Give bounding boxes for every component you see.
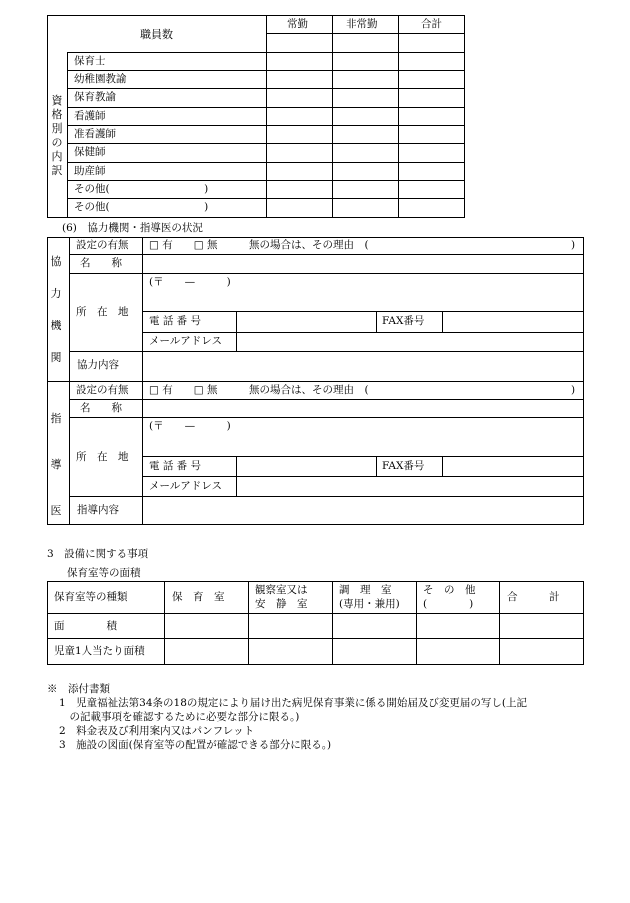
setting-close-2: ): [571, 384, 576, 396]
shidoi-side-label: 指 導 医: [50, 412, 62, 517]
setting-close-1: ): [571, 239, 576, 251]
attachment-item-2: 2 料金表及び利用案内又はパンフレット: [59, 725, 255, 737]
email-label-1: メールアドレス: [149, 335, 222, 347]
content-label-2: 指導内容: [77, 504, 119, 516]
phone-label-2: 電 話 番 号: [149, 460, 202, 472]
attachments-title: ※ 添付書類: [47, 683, 110, 695]
content-label-1: 協力内容: [77, 359, 119, 371]
row-jun-kangoshi: 准看護師: [74, 128, 116, 140]
header-chori-1: 調 理 室: [339, 584, 392, 596]
row-per-child: 児童1人当たり面積: [54, 645, 145, 657]
name-label-2: 名 称: [80, 402, 122, 414]
col-hijokin: 非常勤: [346, 18, 378, 30]
row-yochien: 幼稚園教諭: [74, 73, 127, 85]
header-total: 合 計: [507, 591, 560, 603]
staff-header: 職員数: [140, 28, 173, 41]
email-label-2: メールアドレス: [149, 480, 222, 492]
setting-label-1: 設定の有無: [76, 239, 129, 251]
facilities-title: 3 設備に関する事項: [47, 548, 149, 560]
address-label-1: 所 在 地: [76, 306, 129, 318]
setting-text-1: □ 有 □ 無 無の場合は、その理由 (: [149, 239, 369, 251]
row-hoiku-kyoyu: 保育教諭: [74, 91, 116, 103]
col-gokei: 合計: [421, 18, 442, 30]
header-type: 保育室等の種類: [54, 591, 128, 603]
name-label-1: 名 称: [80, 257, 122, 269]
row-kangoshi: 看護師: [74, 110, 106, 122]
attachment-item-1: 1 児童福祉法第34条の18の規定により届け出た病児保育事業に係る開始届及び変更届の写し(上記: [59, 697, 527, 709]
header-sonota-2: ( ): [423, 598, 474, 610]
postal-1: (〒 — ): [149, 276, 231, 288]
setting-text-2: □ 有 □ 無 無の場合は、その理由 (: [149, 384, 369, 396]
row-sonota-1: その他( ): [74, 183, 209, 195]
attachment-item-3: 3 施設の図面(保育室等の配置が確認できる部分に限る。): [59, 739, 332, 751]
phone-label-1: 電 話 番 号: [149, 315, 202, 327]
facilities-subtitle: 保育室等の面積: [67, 567, 141, 579]
qualification-side-label: 資 格 別 の 内 訳: [51, 94, 63, 177]
fax-label-1: FAX番号: [382, 315, 425, 327]
kyoryoku-kikan-side-label: 協 力 機 関: [50, 255, 62, 364]
row-menseki: 面 積: [54, 620, 117, 632]
setting-label-2: 設定の有無: [76, 384, 129, 396]
header-chori-2: (専用・兼用): [339, 598, 400, 610]
header-kansatsu-1: 観察室又は: [255, 584, 308, 596]
row-hokenshi: 保健師: [74, 146, 106, 158]
header-hoikushitsu: 保 育 室: [172, 591, 225, 603]
row-hoikushi: 保育士: [74, 55, 106, 67]
row-josanshi: 助産師: [74, 165, 106, 177]
cooperation-title: (6) 協力機関・指導医の状況: [62, 222, 203, 234]
fax-label-2: FAX番号: [382, 460, 425, 472]
row-sonota-2: その他( ): [74, 201, 209, 213]
postal-2: (〒 — ): [149, 420, 231, 432]
header-kansatsu-2: 安 静 室: [255, 598, 308, 610]
col-jokin: 常勤: [287, 18, 308, 30]
attachment-item-1-cont: の記載事項を確認するために必要な部分に限る。): [59, 711, 300, 723]
address-label-2: 所 在 地: [76, 451, 129, 463]
header-sonota-1: そ の 他: [423, 584, 476, 596]
